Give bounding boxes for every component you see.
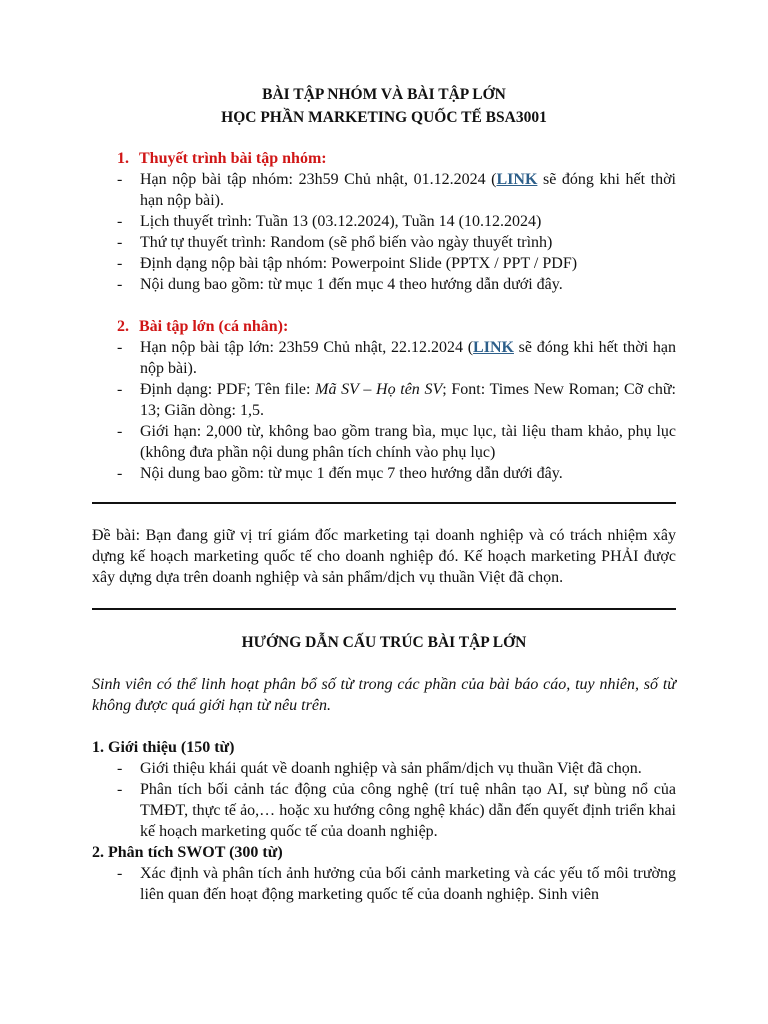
- format-tail: ; Font: Times New Roman; Cỡ chữ: 13; Giãn dòng: 1,5.: [140, 381, 676, 419]
- list-item: - Xác định và phân tích ảnh hưởng của bối cảnh marketing và các yếu tố môi trường liên quan đến hoạt động marketing quốc tế của doanh nghiệp. Sinh viên: [92, 863, 676, 905]
- section1-deadline-tail: sẽ đóng khi hết thời hạn nộp bài).: [140, 171, 677, 209]
- list-item: - Nội dung bao gồm: từ mục 1 đến mục 4 theo hướng dẫn dưới đây.: [92, 274, 676, 295]
- doc-title-line1: BÀI TẬP NHÓM VÀ BÀI TẬP LỚN: [262, 86, 506, 103]
- list-item: - Giới hạn: 2,000 từ, không bao gồm trang bìa, mục lục, tài liệu tham khảo, phụ lục (không đưa phần nội dung phân tích chính vào phụ lục): [92, 421, 676, 463]
- list-item: - Thứ tự thuyết trình: Random (sẽ phổ biến vào ngày thuyết trình): [92, 232, 676, 253]
- section2-number: 2.: [117, 318, 129, 335]
- divider-2: [92, 608, 676, 610]
- section1-heading: [117, 148, 676, 169]
- part1-heading: 1. Giới thiệu (150 từ): [92, 739, 235, 756]
- section1-title: Thuyết trình bài tập nhóm:: [139, 150, 327, 167]
- section2-heading: [117, 316, 676, 337]
- format-text: Định dạng: PDF; Tên file:: [140, 381, 316, 398]
- section2-format: [92, 379, 676, 421]
- section2-deadline: [92, 337, 676, 379]
- guide-title: HƯỚNG DẪN CẤU TRÚC BÀI TẬP LỚN: [241, 634, 527, 651]
- part2-heading: 2. Phân tích SWOT (300 từ): [92, 844, 283, 861]
- section1-link[interactable]: LINK: [496, 171, 538, 188]
- document-body: [92, 84, 676, 905]
- guide-note: Sinh viên có thể linh hoạt phân bổ số từ trong các phần của bài báo cáo, tuy nhiên, số từ không được quá giới hạn từ nêu trên.: [92, 676, 676, 714]
- section2-deadline-tail: sẽ đóng khi hết thời hạn nộp bài).: [140, 339, 676, 377]
- section2-link[interactable]: LINK: [473, 339, 514, 356]
- list-item: - Giới thiệu khái quát về doanh nghiệp và sản phẩm/dịch vụ thuần Việt đã chọn.: [92, 758, 676, 779]
- section1-number: 1.: [117, 150, 129, 167]
- section1-deadline-text: Hạn nộp bài tập nhóm: 23h59 Chủ nhật, 01.12.2024 (: [140, 171, 497, 188]
- assignment-prompt: Đề bài: Bạn đang giữ vị trí giám đốc marketing tại doanh nghiệp và có trách nhiệm xây dựng kế hoạch marketing quốc tế cho doanh nghiệp đó. Kế hoạch marketing PHẢI được xây dựng dựa trên doanh nghiệp và sản phẩm/dịch vụ thuần Việt đã chọn.: [92, 527, 676, 586]
- doc-title-line2: HỌC PHẦN MARKETING QUỐC TẾ BSA3001: [221, 109, 547, 126]
- divider-1: [92, 502, 676, 504]
- section2-list: [92, 337, 676, 484]
- part1-list: [92, 758, 676, 842]
- section2-title: Bài tập lớn (cá nhân):: [139, 318, 289, 335]
- list-item: - Phân tích bối cảnh tác động của công nghệ (trí tuệ nhân tạo AI, sự bùng nổ của TMĐT, thực tế ảo,… hoặc xu hướng công nghệ khác) dẫn đến quyết định triển khai kế hoạch marketing quốc tế của doanh nghiệp.: [92, 779, 676, 842]
- list-item: - Định dạng nộp bài tập nhóm: Powerpoint Slide (PPTX / PPT / PDF): [92, 253, 676, 274]
- section1-list: [92, 169, 676, 295]
- section2-deadline-text: Hạn nộp bài tập lớn: 23h59 Chủ nhật, 22.12.2024 (: [140, 339, 474, 356]
- list-item: - Nội dung bao gồm: từ mục 1 đến mục 7 theo hướng dẫn dưới đây.: [92, 463, 676, 484]
- section1-deadline: [92, 169, 676, 211]
- format-filename: Mã SV – Họ tên SV: [315, 381, 443, 398]
- part2-list: [92, 863, 676, 905]
- list-item: - Lịch thuyết trình: Tuần 13 (03.12.2024), Tuần 14 (10.12.2024): [92, 211, 676, 232]
